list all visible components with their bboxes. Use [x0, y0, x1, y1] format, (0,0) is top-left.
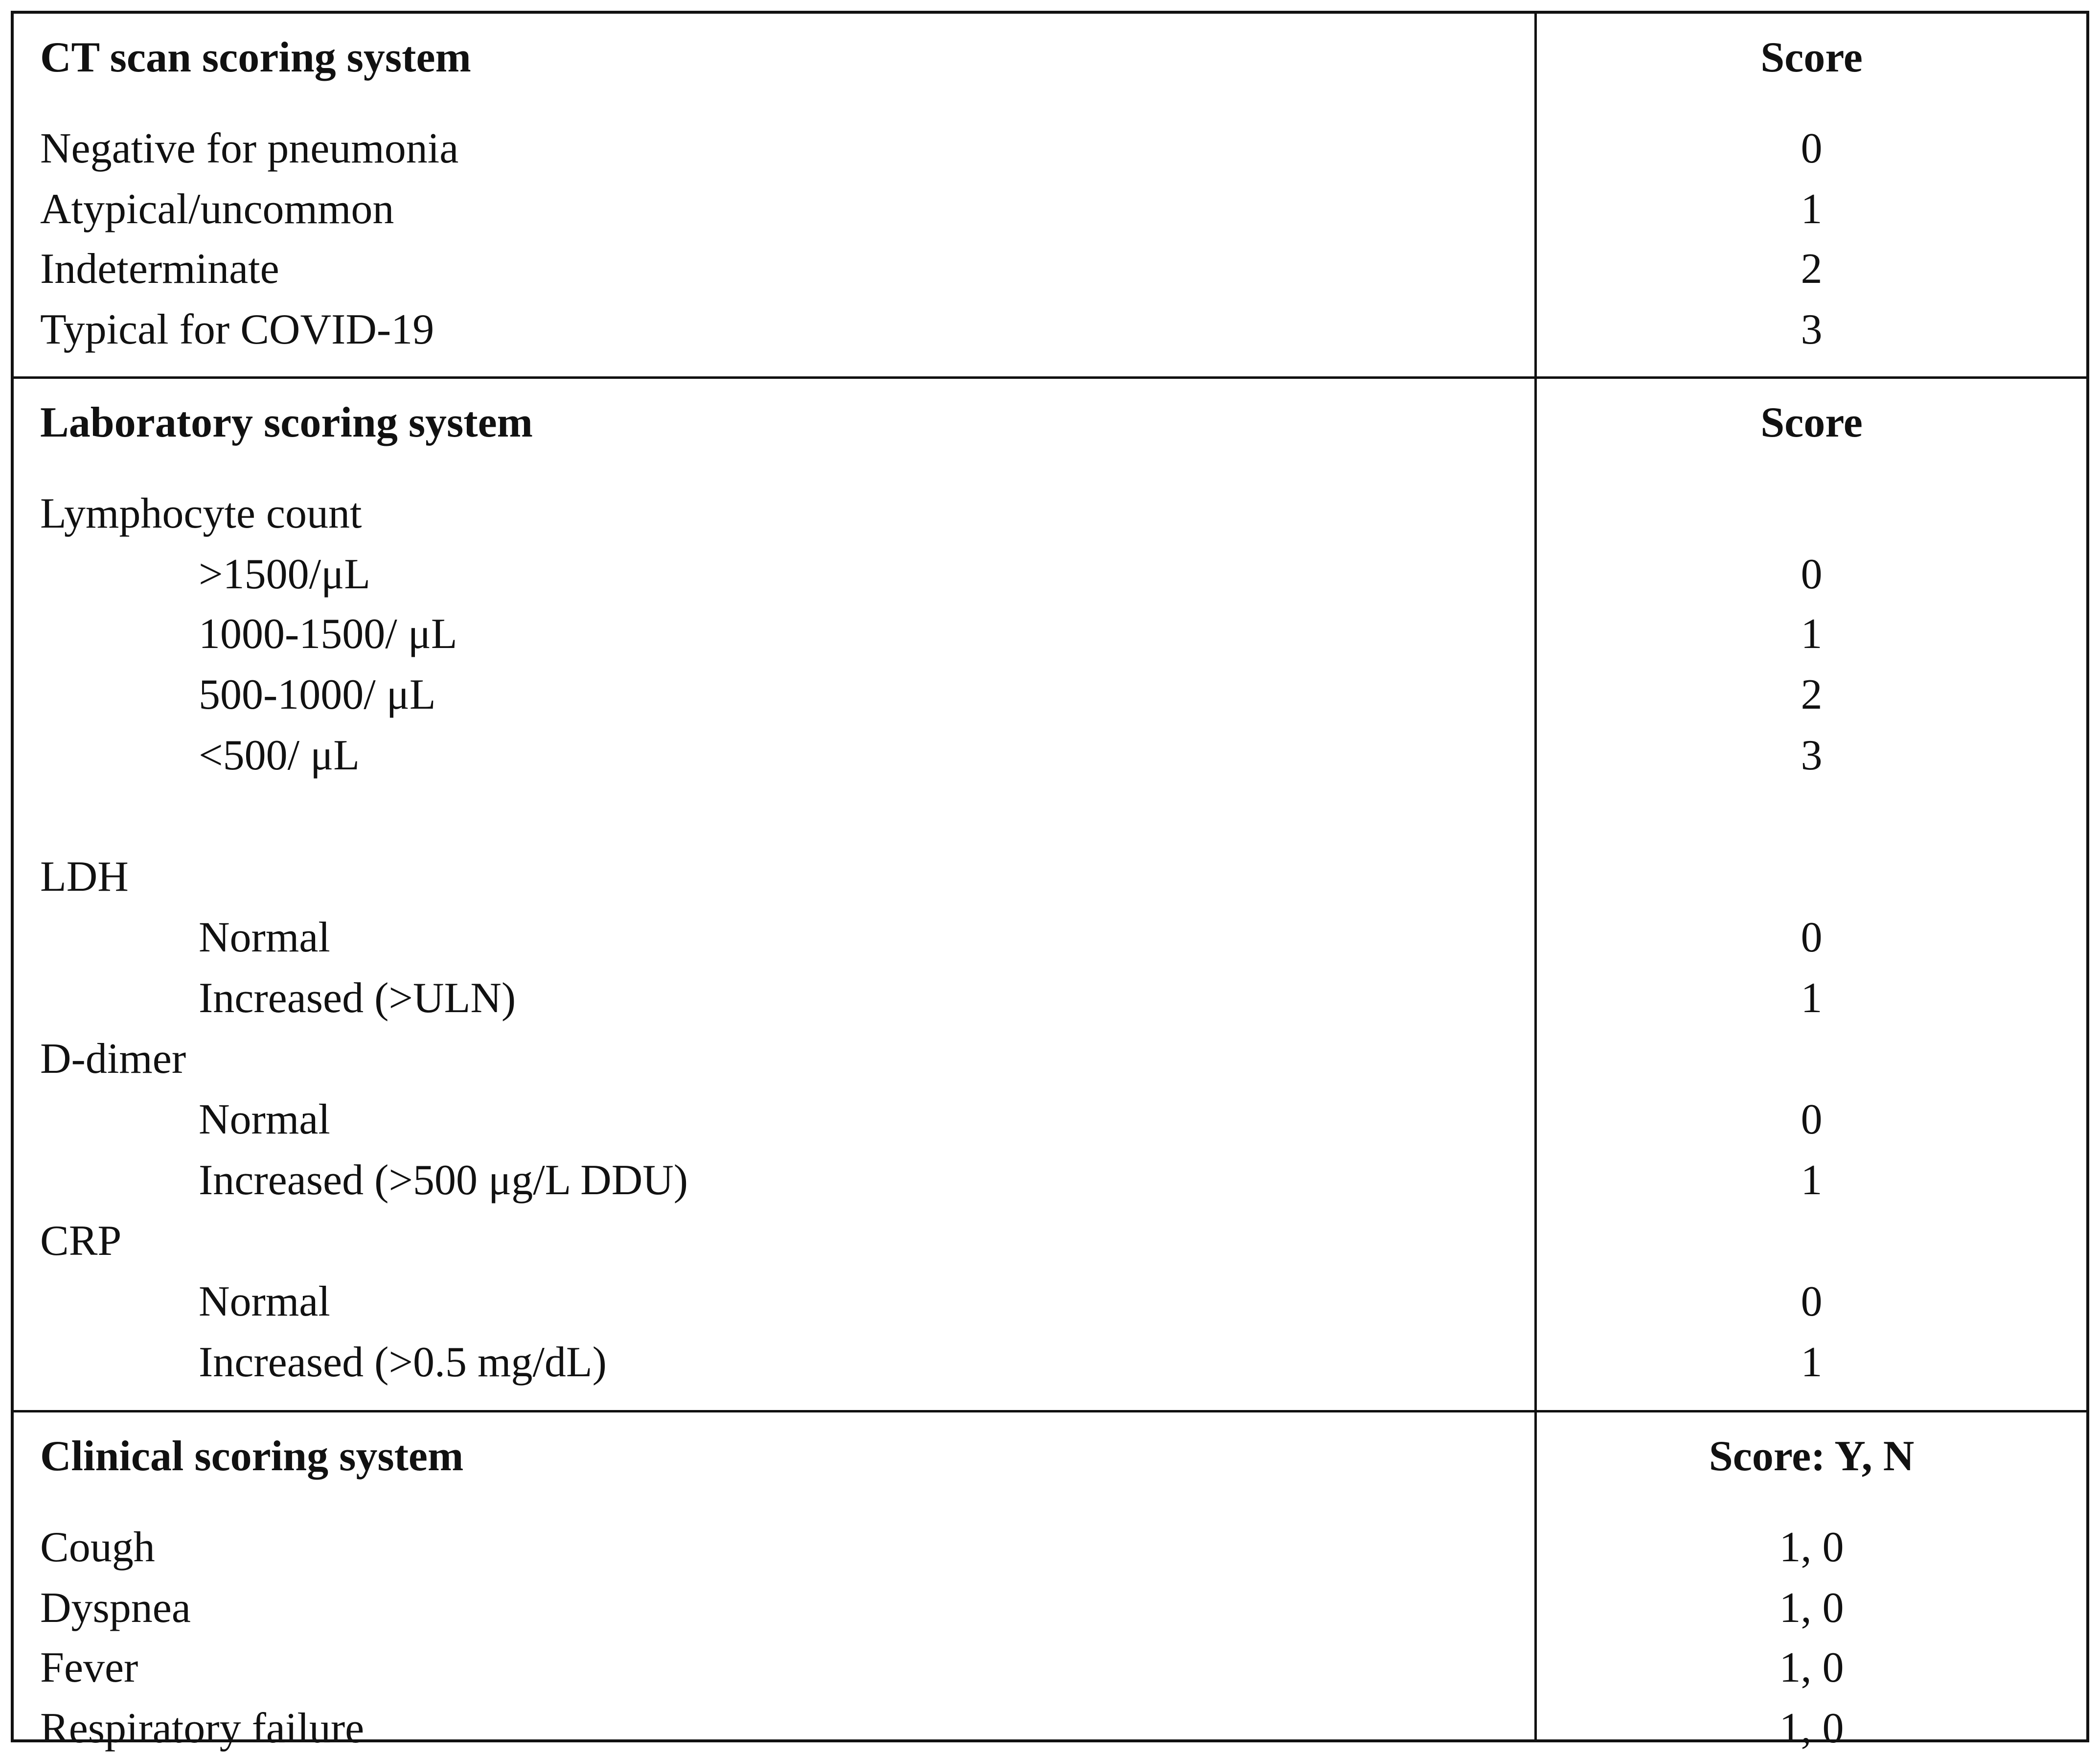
- table-row: [14, 726, 2086, 785]
- lymphocyte-label: Lymphocyte count: [40, 490, 362, 537]
- ldh-group-row: [14, 848, 2086, 906]
- row-score: 0: [1801, 1096, 1823, 1143]
- row-score: 0: [1801, 551, 1823, 598]
- row-score: 1: [1801, 974, 1823, 1022]
- row-label: Typical for COVID-19: [40, 306, 434, 353]
- crp-label: CRP: [40, 1217, 122, 1265]
- table-row: [14, 605, 2086, 664]
- row-score: 1: [1801, 1157, 1823, 1204]
- row-label: Increased (>ULN): [199, 974, 516, 1022]
- row-label: Normal: [199, 914, 330, 961]
- lab-section-title: Laboratory scoring system: [40, 399, 533, 446]
- row-label: Respiratory failure: [40, 1705, 365, 1752]
- row-label: 1000-1500/ μL: [199, 610, 457, 658]
- row-score: 3: [1801, 732, 1823, 779]
- clinical-header-row: [14, 1427, 2086, 1486]
- table-row: [14, 180, 2086, 239]
- row-score: 1: [1801, 185, 1823, 233]
- row-label: Atypical/uncommon: [40, 185, 394, 233]
- row-score: 0: [1801, 1278, 1823, 1325]
- table-row: [14, 969, 2086, 1028]
- table-row: [14, 1518, 2086, 1577]
- row-label: >1500/μL: [199, 551, 371, 598]
- row-label: Increased (>500 μg/L DDU): [199, 1157, 688, 1204]
- row-score: 3: [1801, 306, 1823, 353]
- table-row: [14, 1090, 2086, 1149]
- table-row: [14, 119, 2086, 178]
- ct-score-header: Score: [1760, 34, 1863, 81]
- row-label: Normal: [199, 1278, 330, 1325]
- row-label: Fever: [40, 1644, 138, 1691]
- row-score: 0: [1801, 125, 1823, 172]
- row-score: 1: [1801, 1339, 1823, 1386]
- table-row: [14, 1272, 2086, 1331]
- table-row: [14, 301, 2086, 359]
- row-label: Dyspnea: [40, 1584, 191, 1632]
- row-score: 1, 0: [1779, 1524, 1844, 1571]
- row-label: <500/ μL: [199, 732, 360, 779]
- row-score: 2: [1801, 245, 1823, 293]
- clinical-score-header: Score: Y, N: [1709, 1433, 1915, 1480]
- row-score: 1: [1801, 610, 1823, 658]
- row-score: 1, 0: [1779, 1644, 1844, 1691]
- scoring-table: [11, 11, 2089, 1752]
- row-score: 0: [1801, 914, 1823, 961]
- row-label: Increased (>0.5 mg/dL): [199, 1339, 607, 1386]
- lab-score-header: Score: [1760, 399, 1863, 446]
- clinical-scoring-section: [14, 1412, 2086, 1752]
- table-row: [14, 1333, 2086, 1392]
- row-label: 500-1000/ μL: [199, 671, 436, 718]
- row-label: Normal: [199, 1096, 330, 1143]
- ct-section-title: CT scan scoring system: [40, 34, 471, 81]
- row-label: Indeterminate: [40, 245, 279, 293]
- table-row: [14, 666, 2086, 724]
- row-score: 1, 0: [1779, 1584, 1844, 1632]
- row-score: 1, 0: [1779, 1705, 1844, 1752]
- ct-scoring-section: [14, 14, 2086, 379]
- table-row: [14, 1579, 2086, 1638]
- table-row: [14, 1699, 2086, 1758]
- row-score: 2: [1801, 671, 1823, 718]
- lymphocyte-group-row: [14, 485, 2086, 543]
- ddimer-label: D-dimer: [40, 1035, 186, 1083]
- ct-header-row: [14, 28, 2086, 87]
- laboratory-scoring-section: [14, 379, 2086, 1412]
- row-label: Negative for pneumonia: [40, 125, 459, 172]
- row-label: Cough: [40, 1524, 155, 1571]
- table-row: [14, 1639, 2086, 1697]
- ldh-label: LDH: [40, 853, 129, 901]
- crp-group-row: [14, 1212, 2086, 1271]
- table-row: [14, 240, 2086, 299]
- ddimer-group-row: [14, 1030, 2086, 1088]
- clinical-section-title: Clinical scoring system: [40, 1433, 464, 1480]
- lab-header-row: [14, 393, 2086, 452]
- table-row: [14, 545, 2086, 604]
- table-row: [14, 1151, 2086, 1210]
- table-row: [14, 908, 2086, 967]
